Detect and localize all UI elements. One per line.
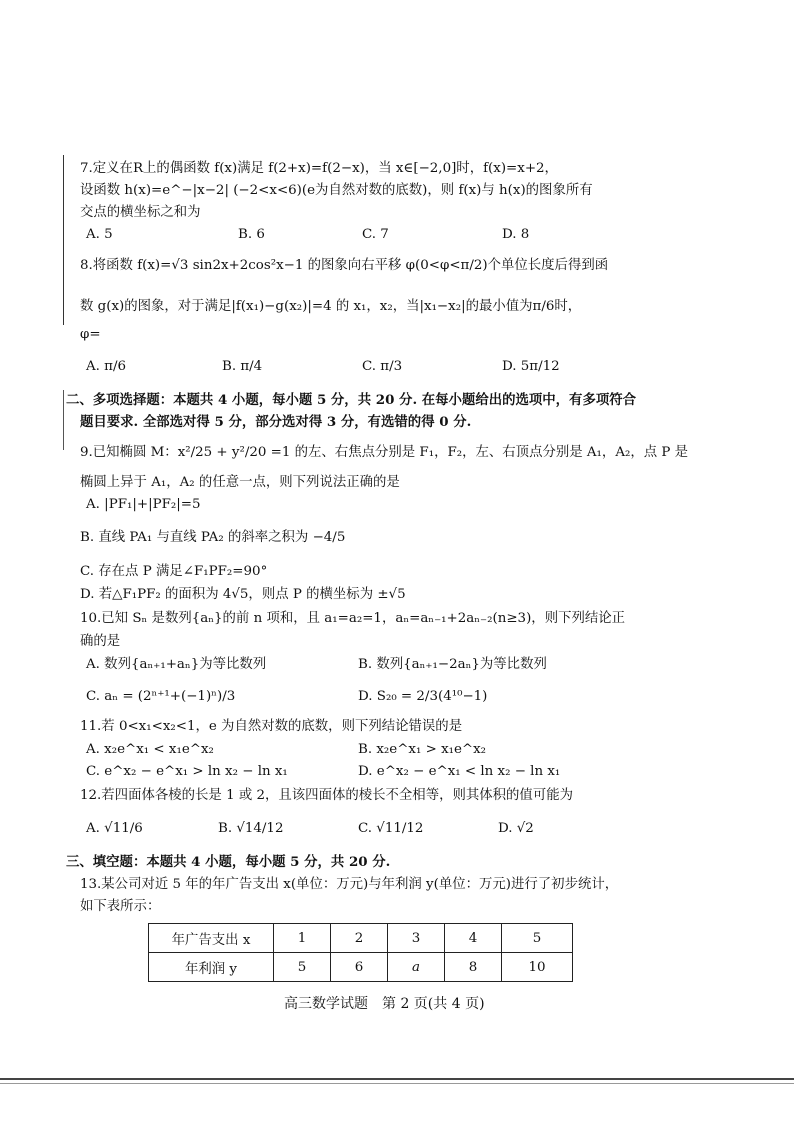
q12-option-b: B. √14/12 <box>218 821 284 836</box>
binding-edge-line <box>63 390 64 450</box>
scan-edge-line <box>0 1083 794 1084</box>
q10-option-d: D. S₂₀ = 2/3(4¹⁰−1) <box>358 689 488 704</box>
q10-stem-line1: 10.已知 Sₙ 是数列{aₙ}的前 n 项和，且 a₁=a₂=1，aₙ=aₙ₋₁+2aₙ₋₂(n≥3)，则下列结论正 <box>80 611 626 626</box>
q9-stem-line2: 椭圆上异于 A₁，A₂ 的任意一点，则下列说法正确的是 <box>80 475 400 490</box>
section-2-heading-line2: 题目要求. 全部选对得 5 分，部分选对得 3 分，有选错的得 0 分. <box>80 414 472 430</box>
q8-option-b: B. π/4 <box>222 359 263 374</box>
q11-option-c: C. e^x₂ − e^x₁ > ln x₂ − ln x₁ <box>86 764 288 779</box>
table-cell: a <box>388 953 445 982</box>
q10-stem-line2: 确的是 <box>80 634 121 649</box>
table-cell: 2 <box>331 924 388 953</box>
q8-stem-line2: 数 g(x)的图象，对于满足|f(x₁)−g(x₂)|=4 的 x₁，x₂，当|x₁−x₂|的最小值为π/6时， <box>80 299 582 314</box>
table-cell: 1 <box>274 924 331 953</box>
table-row <box>149 924 573 953</box>
q13-stem-line1: 13.某公司对近 5 年的年广告支出 x(单位：万元)与年利润 y(单位：万元)进行了初步统计， <box>80 877 619 892</box>
q11-stem-line1: 11.若 0<x₁<x₂<1，e 为自然对数的底数，则下列结论错误的是 <box>80 719 463 734</box>
table-cell: 6 <box>331 953 388 982</box>
q8-option-c: C. π/3 <box>362 359 403 374</box>
q9-option-a: A. |PF₁|+|PF₂|=5 <box>86 497 201 512</box>
section-3-heading: 三、填空题：本题共 4 小题，每小题 5 分，共 20 分. <box>66 854 391 870</box>
q12-option-c: C. √11/12 <box>358 821 424 836</box>
q7-stem-line1: 7.定义在R上的偶函数 f(x)满足 f(2+x)=f(2−x)，当 x∈[−2,0]时，f(x)=x+2， <box>80 161 558 176</box>
table-row <box>149 953 573 982</box>
q7-option-c: C. 7 <box>362 227 389 242</box>
q8-option-a: A. π/6 <box>86 359 127 374</box>
q13-stem-line2: 如下表所示： <box>80 899 161 914</box>
scan-edge-line <box>0 1078 794 1080</box>
q9-stem-line1: 9.已知椭圆 M：x²/25 + y²/20 =1 的左、右焦点分别是 F₁，F₂，左、右顶点分别是 A₁，A₂，点 P 是 <box>80 445 689 460</box>
q13-data-table <box>148 923 573 982</box>
q10-option-c: C. aₙ = (2ⁿ⁺¹+(−1)ⁿ)/3 <box>86 689 236 704</box>
table-cell: 8 <box>445 953 502 982</box>
q8-option-d: D. 5π/12 <box>502 359 560 374</box>
table-cell: 5 <box>274 953 331 982</box>
section-2-heading-line1: 二、多项选择题：本题共 4 小题，每小题 5 分，共 20 分. 在每小题给出的选项中，有多项符合 <box>66 392 637 408</box>
q7-stem-line3: 交点的横坐标之和为 <box>80 205 201 220</box>
table-cell: 5 <box>502 924 573 953</box>
q7-option-d: D. 8 <box>502 227 530 242</box>
table-cell: 3 <box>388 924 445 953</box>
q7-option-b: B. 6 <box>238 227 265 242</box>
page-footer: 高三数学试题 第 2 页(共 4 页) <box>284 996 485 1012</box>
q11-option-a: A. x₂e^x₁ < x₁e^x₂ <box>86 742 214 757</box>
q11-option-b: B. x₂e^x₁ > x₁e^x₂ <box>358 742 487 757</box>
q10-option-a: A. 数列{aₙ₊₁+aₙ}为等比数列 <box>86 657 267 672</box>
q10-option-b: B. 数列{aₙ₊₁−2aₙ}为等比数列 <box>358 657 547 672</box>
table-cell: 年利润 y <box>149 953 274 982</box>
q9-option-c: C. 存在点 P 满足∠F₁PF₂=90° <box>80 564 268 579</box>
table-cell: 年广告支出 x <box>149 924 274 953</box>
q7-option-a: A. 5 <box>86 227 113 242</box>
q8-stem-line1: 8.将函数 f(x)=√3 sin2x+2cos²x−1 的图象向右平移 φ(0<φ<π/2)个单位长度后得到函 <box>80 258 609 273</box>
q9-option-b: B. 直线 PA₁ 与直线 PA₂ 的斜率之积为 −4/5 <box>80 530 346 545</box>
table-cell: 10 <box>502 953 573 982</box>
table-cell: 4 <box>445 924 502 953</box>
q11-option-d: D. e^x₂ − e^x₁ < ln x₂ − ln x₁ <box>358 764 561 779</box>
binding-edge-line <box>63 155 64 325</box>
q8-stem-line3: φ= <box>80 327 101 342</box>
q7-stem-line2: 设函数 h(x)=e^−|x−2| (−2<x<6)(e为自然对数的底数)，则 f(x)与 h(x)的图象所有 <box>80 183 593 198</box>
q12-stem-line1: 12.若四面体各棱的长是 1 或 2，且该四面体的棱长不全相等，则其体积的值可能为 <box>80 788 573 803</box>
q9-option-d: D. 若△F₁PF₂ 的面积为 4√5，则点 P 的横坐标为 ±√5 <box>80 587 406 602</box>
q12-option-a: A. √11/6 <box>86 821 143 836</box>
q12-option-d: D. √2 <box>498 821 534 836</box>
